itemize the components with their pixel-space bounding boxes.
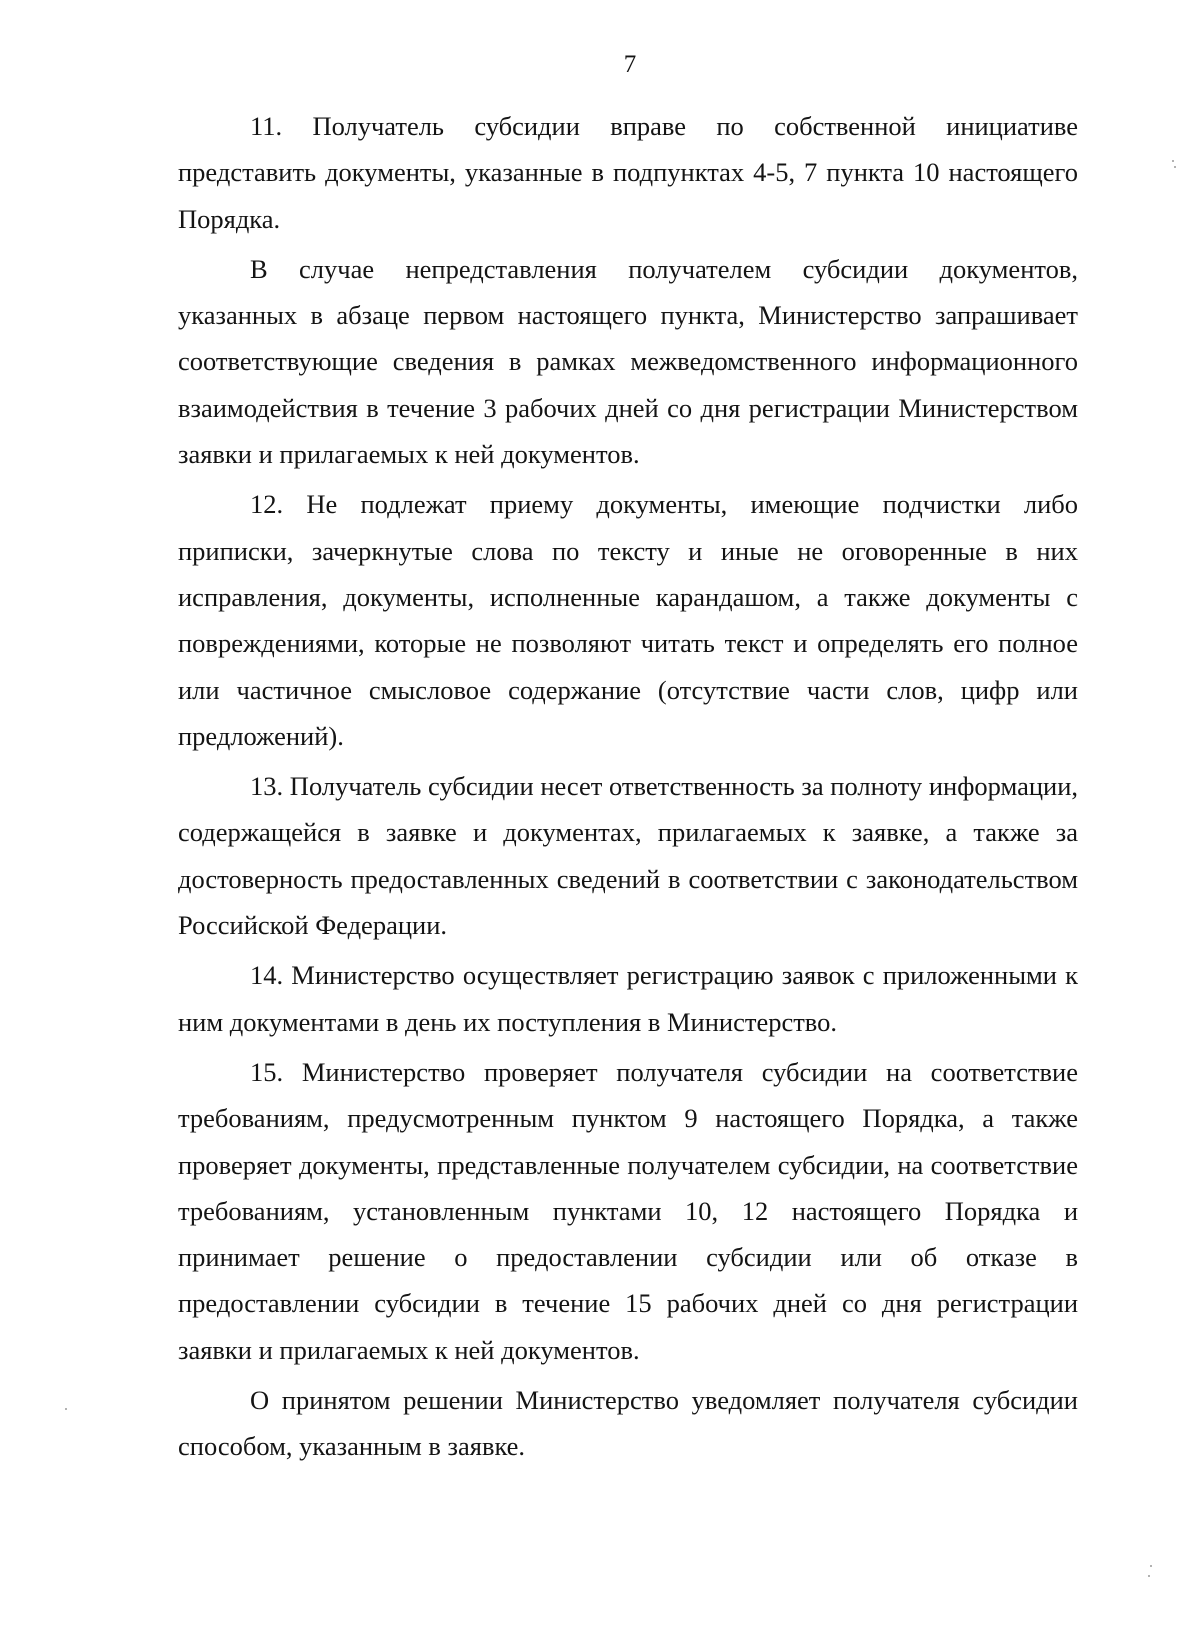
paragraph-11-second: В случае непредставления получателем субсидии документов, указанных в абзаце первом настоящего пункта, Министерство запрашивает соответствующие сведения в рамках межведомственного информационного взаимодействия в течение 3 рабочих дней со дня регистрации Министерством заявки и прилагаемых к ней документов. <box>178 253 1078 470</box>
scan-speck <box>1150 1565 1152 1567</box>
scan-speck <box>65 1408 67 1410</box>
paragraph-13: 13. Получатель субсидии несет ответственность за полноту информации, содержащейся в заявке и документах, прилагаемых к заявке, а также за достоверность предоставленных сведений в соответствии с законодательством Российской Федерации. <box>178 771 1078 941</box>
paragraph-15-second: О принятом решении Министерство уведомляет получателя субсидии способом, указанным в заявке. <box>178 1385 1078 1462</box>
scan-speck <box>1148 1575 1150 1577</box>
scan-speck <box>1172 160 1174 162</box>
paragraph-12: 12. Не подлежат приему документы, имеющие подчистки либо приписки, зачеркнутые слова по тексту и иные не оговоренные в них исправления, документы, исполненные карандашом, а также документы с повреждениями, которые не позволяют читать текст и определять его полное или частичное смысловое содержание (отсутствие части слов, цифр или предложений). <box>178 489 1078 751</box>
paragraph-11: 11. Получатель субсидии вправе по собственной инициативе представить документы, указанные в подпунктах 4-5, 7 пункта 10 настоящего Порядка. <box>178 111 1078 234</box>
scan-speck <box>1174 166 1176 168</box>
document-body <box>178 103 1078 1474</box>
page-number: 7 <box>623 51 637 78</box>
paragraph-15: 15. Министерство проверяет получателя субсидии на соответствие требованиям, предусмотренным пунктом 9 настоящего Порядка, а также проверяет документы, представленные получателем субсидии, на соответствие требованиям, установленным пунктами 10, 12 настоящего Порядка и принимает решение о предоставлении субсидии или об отказе в предоставлении субсидии в течение 15 рабочих дней со дня регистрации заявки и прилагаемых к ней документов. <box>178 1056 1078 1365</box>
paragraph-14: 14. Министерство осуществляет регистрацию заявок с приложенными к ним документами в день их поступления в Министерство. <box>178 960 1078 1037</box>
